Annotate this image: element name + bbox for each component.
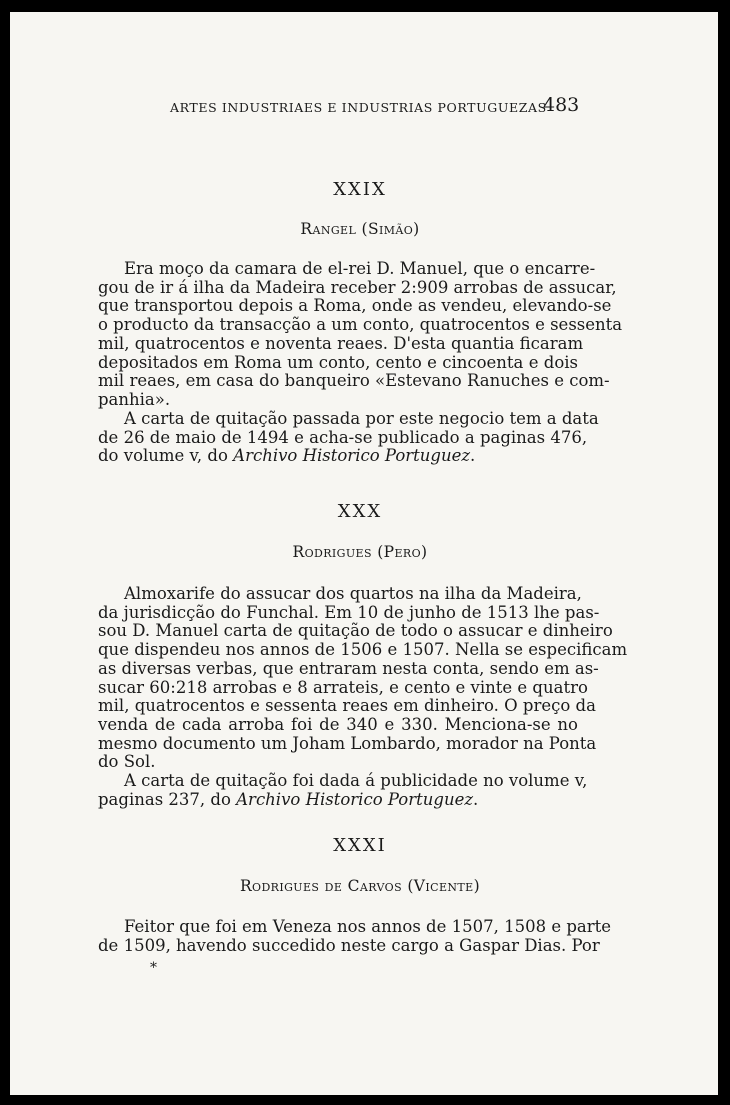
text-line: o producto da transacção a um conto, quatrocentos e sessenta xyxy=(98,315,623,335)
book-title-italic: Archivo Historico Portuguez xyxy=(233,446,471,466)
text-line: sou D. Manuel carta de quitação de todo o assucar e dinheiro xyxy=(98,621,613,641)
paragraph-rodrigues-2 xyxy=(98,771,588,809)
section-heading-rodrigues-de-carvos: Rodrigues de Carvos (Vicente) xyxy=(239,877,481,895)
book-page xyxy=(10,12,718,1095)
text-fragment: . xyxy=(473,789,479,809)
text-fragment: paginas 237, do xyxy=(98,789,237,809)
text-line: as diversas verbas, que entraram nesta conta, sendo em as- xyxy=(98,658,599,678)
text-line: panhia». xyxy=(98,389,171,409)
section-number-xxx: XXX xyxy=(337,501,383,522)
text-line: mesmo documento um Joham Lombardo, morador na Ponta xyxy=(98,733,597,753)
text-line: da jurisdicção do Funchal. Em 10 de junho de 1513 lhe pas- xyxy=(98,602,600,622)
text-line: A carta de quitação foi dada á publicidade no volume v, xyxy=(124,771,588,790)
text-line: de 1509, havendo succedido neste cargo a Gaspar Dias. Por xyxy=(98,935,600,955)
paragraph-rangel-1 xyxy=(98,259,623,410)
text-line: venda de cada arroba foi de 340 e 330. Menciona-se no xyxy=(98,714,578,734)
section-number-xxxi: XXXI xyxy=(333,835,387,856)
text-fragment: . xyxy=(470,446,476,466)
text-line: mil, quatrocentos e sessenta reaes em dinheiro. O preço da xyxy=(98,696,596,716)
footnote-mark: * xyxy=(150,960,157,976)
paragraph-rodrigues-1 xyxy=(98,584,628,772)
text-fragment: do volume v, do xyxy=(98,446,234,466)
text-line: que dispendeu nos annos de 1506 e 1507. Nella se especificam xyxy=(98,640,628,660)
text-line: que transportou depois a Roma, onde as vendeu, elevando-se xyxy=(98,296,612,316)
text-line: de 26 de maio de 1494 e acha-se publicado a paginas 476, xyxy=(98,427,588,447)
text-line: do Sol. xyxy=(98,752,156,772)
book-title-italic: Archivo Historico Portuguez xyxy=(236,789,474,809)
paragraph-rangel-2 xyxy=(98,409,599,466)
text-line: Almoxarife do assucar dos quartos na ilha da Madeira, xyxy=(124,584,582,603)
page-number: 483 xyxy=(543,94,580,116)
section-number-xxix: XXIX xyxy=(333,179,387,200)
text-line: A carta de quitação passada por este negocio tem a data xyxy=(124,409,599,428)
text-line: depositados em Roma um conto, cento e cincoenta e dois xyxy=(98,352,578,372)
text-line: Era moço da camara de el-rei D. Manuel, que o encarre- xyxy=(124,259,596,278)
text-line: gou de ir á ilha da Madeira receber 2:909 arrobas de assucar, xyxy=(98,277,617,297)
text-line: mil reaes, em casa do banqueiro «Estevano Ranuches e com- xyxy=(98,371,610,391)
text-line xyxy=(98,447,578,466)
text-line: Feitor que foi em Veneza nos annos de 1507, 1508 e parte xyxy=(124,917,612,936)
paragraph-carvos-1 xyxy=(98,917,612,955)
section-heading-rodrigues: Rodrigues (Pero) xyxy=(292,543,428,561)
text-line xyxy=(98,791,578,810)
section-heading-rangel: Rangel (Simão) xyxy=(300,220,420,238)
text-line: mil, quatrocentos e noventa reaes. D'esta quantia ficaram xyxy=(98,333,584,353)
text-line: sucar 60:218 arrobas e 8 arrateis, e cento e vinte e quatro xyxy=(98,677,588,697)
running-header: ARTES INDUSTRIAES E INDUSTRIAS PORTUGUEZAS xyxy=(170,100,547,115)
